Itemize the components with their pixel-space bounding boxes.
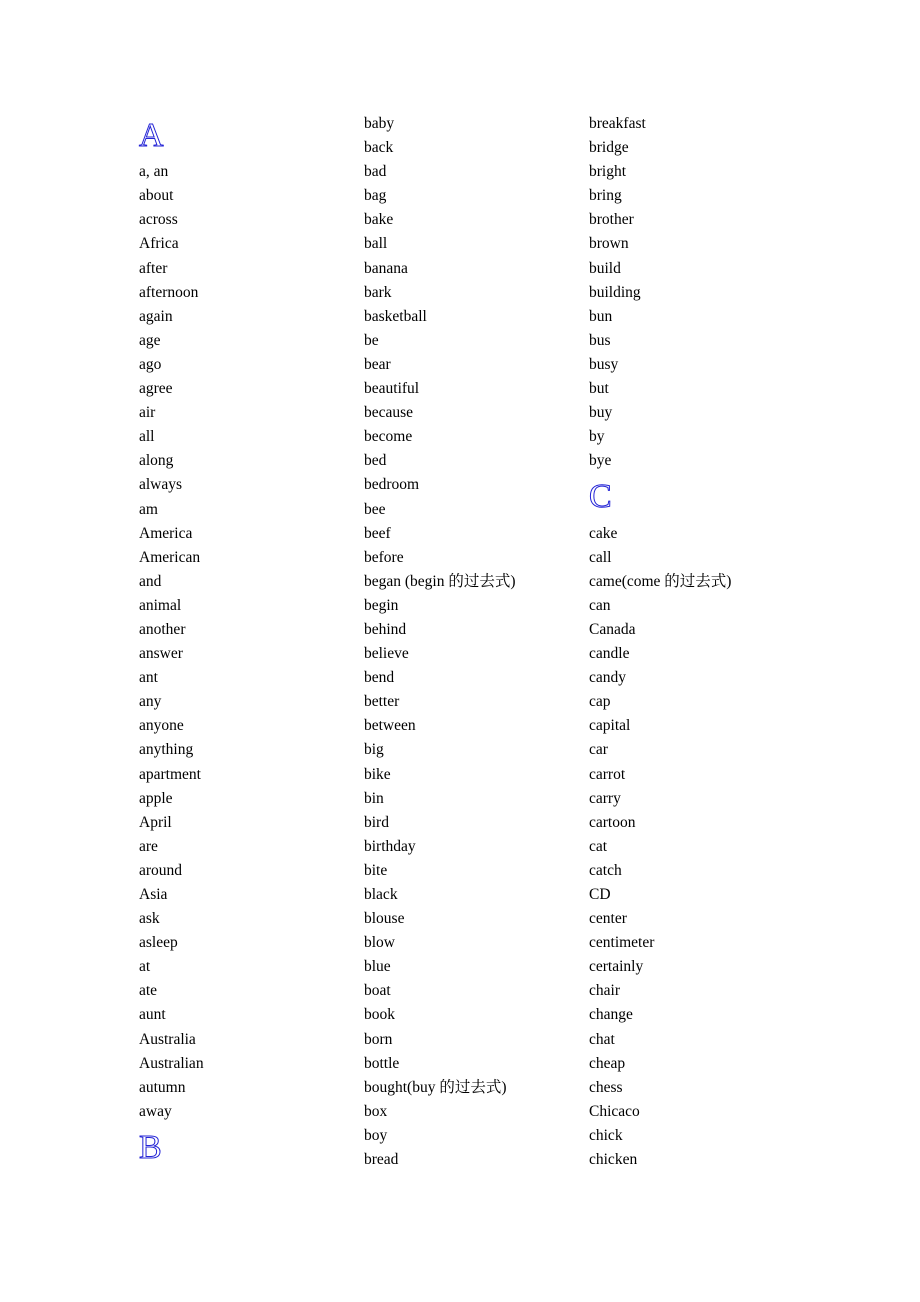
vocabulary-word: ate xyxy=(139,982,158,1000)
vocabulary-word: before xyxy=(364,548,404,566)
vocabulary-word: animal xyxy=(139,596,182,614)
vocabulary-word: by xyxy=(589,428,605,446)
vocabulary-word: between xyxy=(364,717,416,735)
vocabulary-word: bee xyxy=(364,500,386,518)
vocabulary-word: capital xyxy=(589,717,631,735)
vocabulary-word: anyone xyxy=(139,717,184,735)
vocabulary-word: candy xyxy=(589,669,627,687)
vocabulary-word: April xyxy=(139,813,172,831)
vocabulary-word: box xyxy=(364,1102,388,1120)
vocabulary-word: ago xyxy=(139,355,162,373)
vocabulary-word: brother xyxy=(589,211,634,229)
vocabulary-word: car xyxy=(589,741,608,759)
vocabulary-word: are xyxy=(139,837,158,855)
vocabulary-word: birthday xyxy=(364,837,416,855)
vocabulary-word: can xyxy=(589,596,611,614)
vocabulary-word: banana xyxy=(364,259,408,277)
vocabulary-word: came(come 的过去式) xyxy=(589,572,732,590)
vocabulary-word: chick xyxy=(589,1126,623,1144)
vocabulary-word: be xyxy=(364,331,379,349)
vocabulary-word: Chicaco xyxy=(589,1102,640,1120)
vocabulary-word: Africa xyxy=(139,235,179,253)
vocabulary-word: chicken xyxy=(589,1151,638,1169)
vocabulary-word: began (begin 的过去式) xyxy=(364,572,516,590)
vocabulary-word: bottle xyxy=(364,1054,400,1072)
vocabulary-word: ant xyxy=(139,669,158,687)
vocabulary-word: cat xyxy=(589,837,608,855)
vocabulary-word: bark xyxy=(364,283,392,301)
vocabulary-word: Australia xyxy=(139,1030,196,1048)
vocabulary-word: afternoon xyxy=(139,283,199,301)
vocabulary-word: blouse xyxy=(364,910,405,928)
vocabulary-word: bag xyxy=(364,187,387,205)
vocabulary-word: am xyxy=(139,500,158,518)
vocabulary-word: breakfast xyxy=(589,115,646,132)
vocabulary-word: chess xyxy=(589,1078,623,1096)
vocabulary-word: baby xyxy=(364,115,395,132)
vocabulary-word: blow xyxy=(364,934,395,952)
vocabulary-word: carry xyxy=(589,789,621,807)
vocabulary-word: Australian xyxy=(139,1054,204,1072)
vocabulary-word: believe xyxy=(364,645,409,663)
vocabulary-word: CD xyxy=(589,886,611,903)
vocabulary-word: bun xyxy=(589,307,613,325)
vocabulary-word: bread xyxy=(364,1151,399,1169)
vocabulary-word: boy xyxy=(364,1126,388,1144)
vocabulary-word: America xyxy=(139,524,193,542)
vocabulary-column-1 xyxy=(139,112,359,1172)
vocabulary-word: because xyxy=(364,404,414,422)
vocabulary-word: bird xyxy=(364,813,389,831)
vocabulary-column-2 xyxy=(364,112,584,1172)
vocabulary-word: bite xyxy=(364,861,388,879)
vocabulary-word: build xyxy=(589,259,621,277)
vocabulary-word: blue xyxy=(364,958,391,976)
vocabulary-word: around xyxy=(139,861,183,879)
vocabulary-word: catch xyxy=(589,861,622,879)
vocabulary-word: apple xyxy=(139,789,173,807)
vocabulary-word: become xyxy=(364,428,413,446)
vocabulary-word: bake xyxy=(364,211,394,229)
vocabulary-word: a, an xyxy=(139,163,169,181)
vocabulary-word: bye xyxy=(589,452,612,470)
vocabulary-word: better xyxy=(364,693,400,711)
vocabulary-word: about xyxy=(139,187,174,205)
vocabulary-word: bear xyxy=(364,355,391,373)
vocabulary-word: after xyxy=(139,259,168,277)
vocabulary-word: again xyxy=(139,307,173,325)
section-letter-heading: A xyxy=(139,117,164,154)
vocabulary-word: change xyxy=(589,1006,633,1024)
vocabulary-word: asleep xyxy=(139,934,178,952)
vocabulary-word: aunt xyxy=(139,1006,166,1024)
vocabulary-word: Canada xyxy=(589,620,636,638)
vocabulary-word: chair xyxy=(589,982,620,1000)
vocabulary-word: and xyxy=(139,572,162,590)
vocabulary-word: all xyxy=(139,428,155,446)
vocabulary-word: always xyxy=(139,476,183,494)
vocabulary-word: chat xyxy=(589,1030,615,1048)
vocabulary-word: at xyxy=(139,958,151,976)
vocabulary-word: agree xyxy=(139,380,173,398)
vocabulary-word: bridge xyxy=(589,139,629,157)
vocabulary-word: bike xyxy=(364,765,391,783)
vocabulary-word: bed xyxy=(364,452,387,470)
vocabulary-word: certainly xyxy=(589,958,644,976)
vocabulary-word: back xyxy=(364,139,394,157)
vocabulary-word: bend xyxy=(364,669,395,687)
section-letter-heading: B xyxy=(139,1128,162,1166)
vocabulary-word: along xyxy=(139,452,174,470)
vocabulary-word: basketball xyxy=(364,307,427,325)
vocabulary-word: bus xyxy=(589,331,611,349)
vocabulary-word: bring xyxy=(589,187,622,205)
vocabulary-word: behind xyxy=(364,620,407,638)
vocabulary-word: air xyxy=(139,404,156,422)
vocabulary-word: boat xyxy=(364,982,391,1000)
vocabulary-word: American xyxy=(139,548,201,566)
vocabulary-word: center xyxy=(589,910,627,928)
section-letter-heading: C xyxy=(589,478,612,516)
vocabulary-word: centimeter xyxy=(589,934,655,952)
vocabulary-word: busy xyxy=(589,355,619,373)
vocabulary-word: bright xyxy=(589,163,627,181)
vocabulary-word: bought(buy 的过去式) xyxy=(364,1078,507,1096)
vocabulary-word: call xyxy=(589,548,612,566)
vocabulary-word: cake xyxy=(589,524,618,542)
vocabulary-word: any xyxy=(139,693,162,711)
vocabulary-word: Asia xyxy=(139,886,168,903)
vocabulary-word: ask xyxy=(139,910,160,928)
vocabulary-word: across xyxy=(139,211,178,229)
vocabulary-word: age xyxy=(139,331,161,349)
vocabulary-word: beautiful xyxy=(364,380,420,398)
vocabulary-word: away xyxy=(139,1102,172,1120)
vocabulary-word: anything xyxy=(139,741,194,759)
vocabulary-word: born xyxy=(364,1030,393,1048)
vocabulary-word: ball xyxy=(364,235,388,253)
vocabulary-word: bedroom xyxy=(364,476,420,494)
vocabulary-word: cap xyxy=(589,693,611,711)
vocabulary-word: apartment xyxy=(139,765,201,783)
vocabulary-word: bad xyxy=(364,163,387,181)
vocabulary-word: bin xyxy=(364,789,384,807)
vocabulary-word: carrot xyxy=(589,765,626,783)
vocabulary-word: but xyxy=(589,380,609,398)
vocabulary-word: cheap xyxy=(589,1054,626,1072)
vocabulary-word: candle xyxy=(589,645,630,663)
vocabulary-word: brown xyxy=(589,235,629,253)
vocabulary-word: cartoon xyxy=(589,813,636,831)
vocabulary-word: begin xyxy=(364,596,399,614)
vocabulary-word: autumn xyxy=(139,1078,186,1096)
vocabulary-word: another xyxy=(139,620,186,638)
vocabulary-word: big xyxy=(364,741,384,759)
vocabulary-word: beef xyxy=(364,524,391,542)
vocabulary-word: buy xyxy=(589,404,613,422)
vocabulary-word: book xyxy=(364,1006,395,1024)
vocabulary-word: answer xyxy=(139,645,183,663)
vocabulary-word: building xyxy=(589,283,641,301)
vocabulary-word: black xyxy=(364,886,398,903)
vocabulary-column-3 xyxy=(589,112,809,1172)
